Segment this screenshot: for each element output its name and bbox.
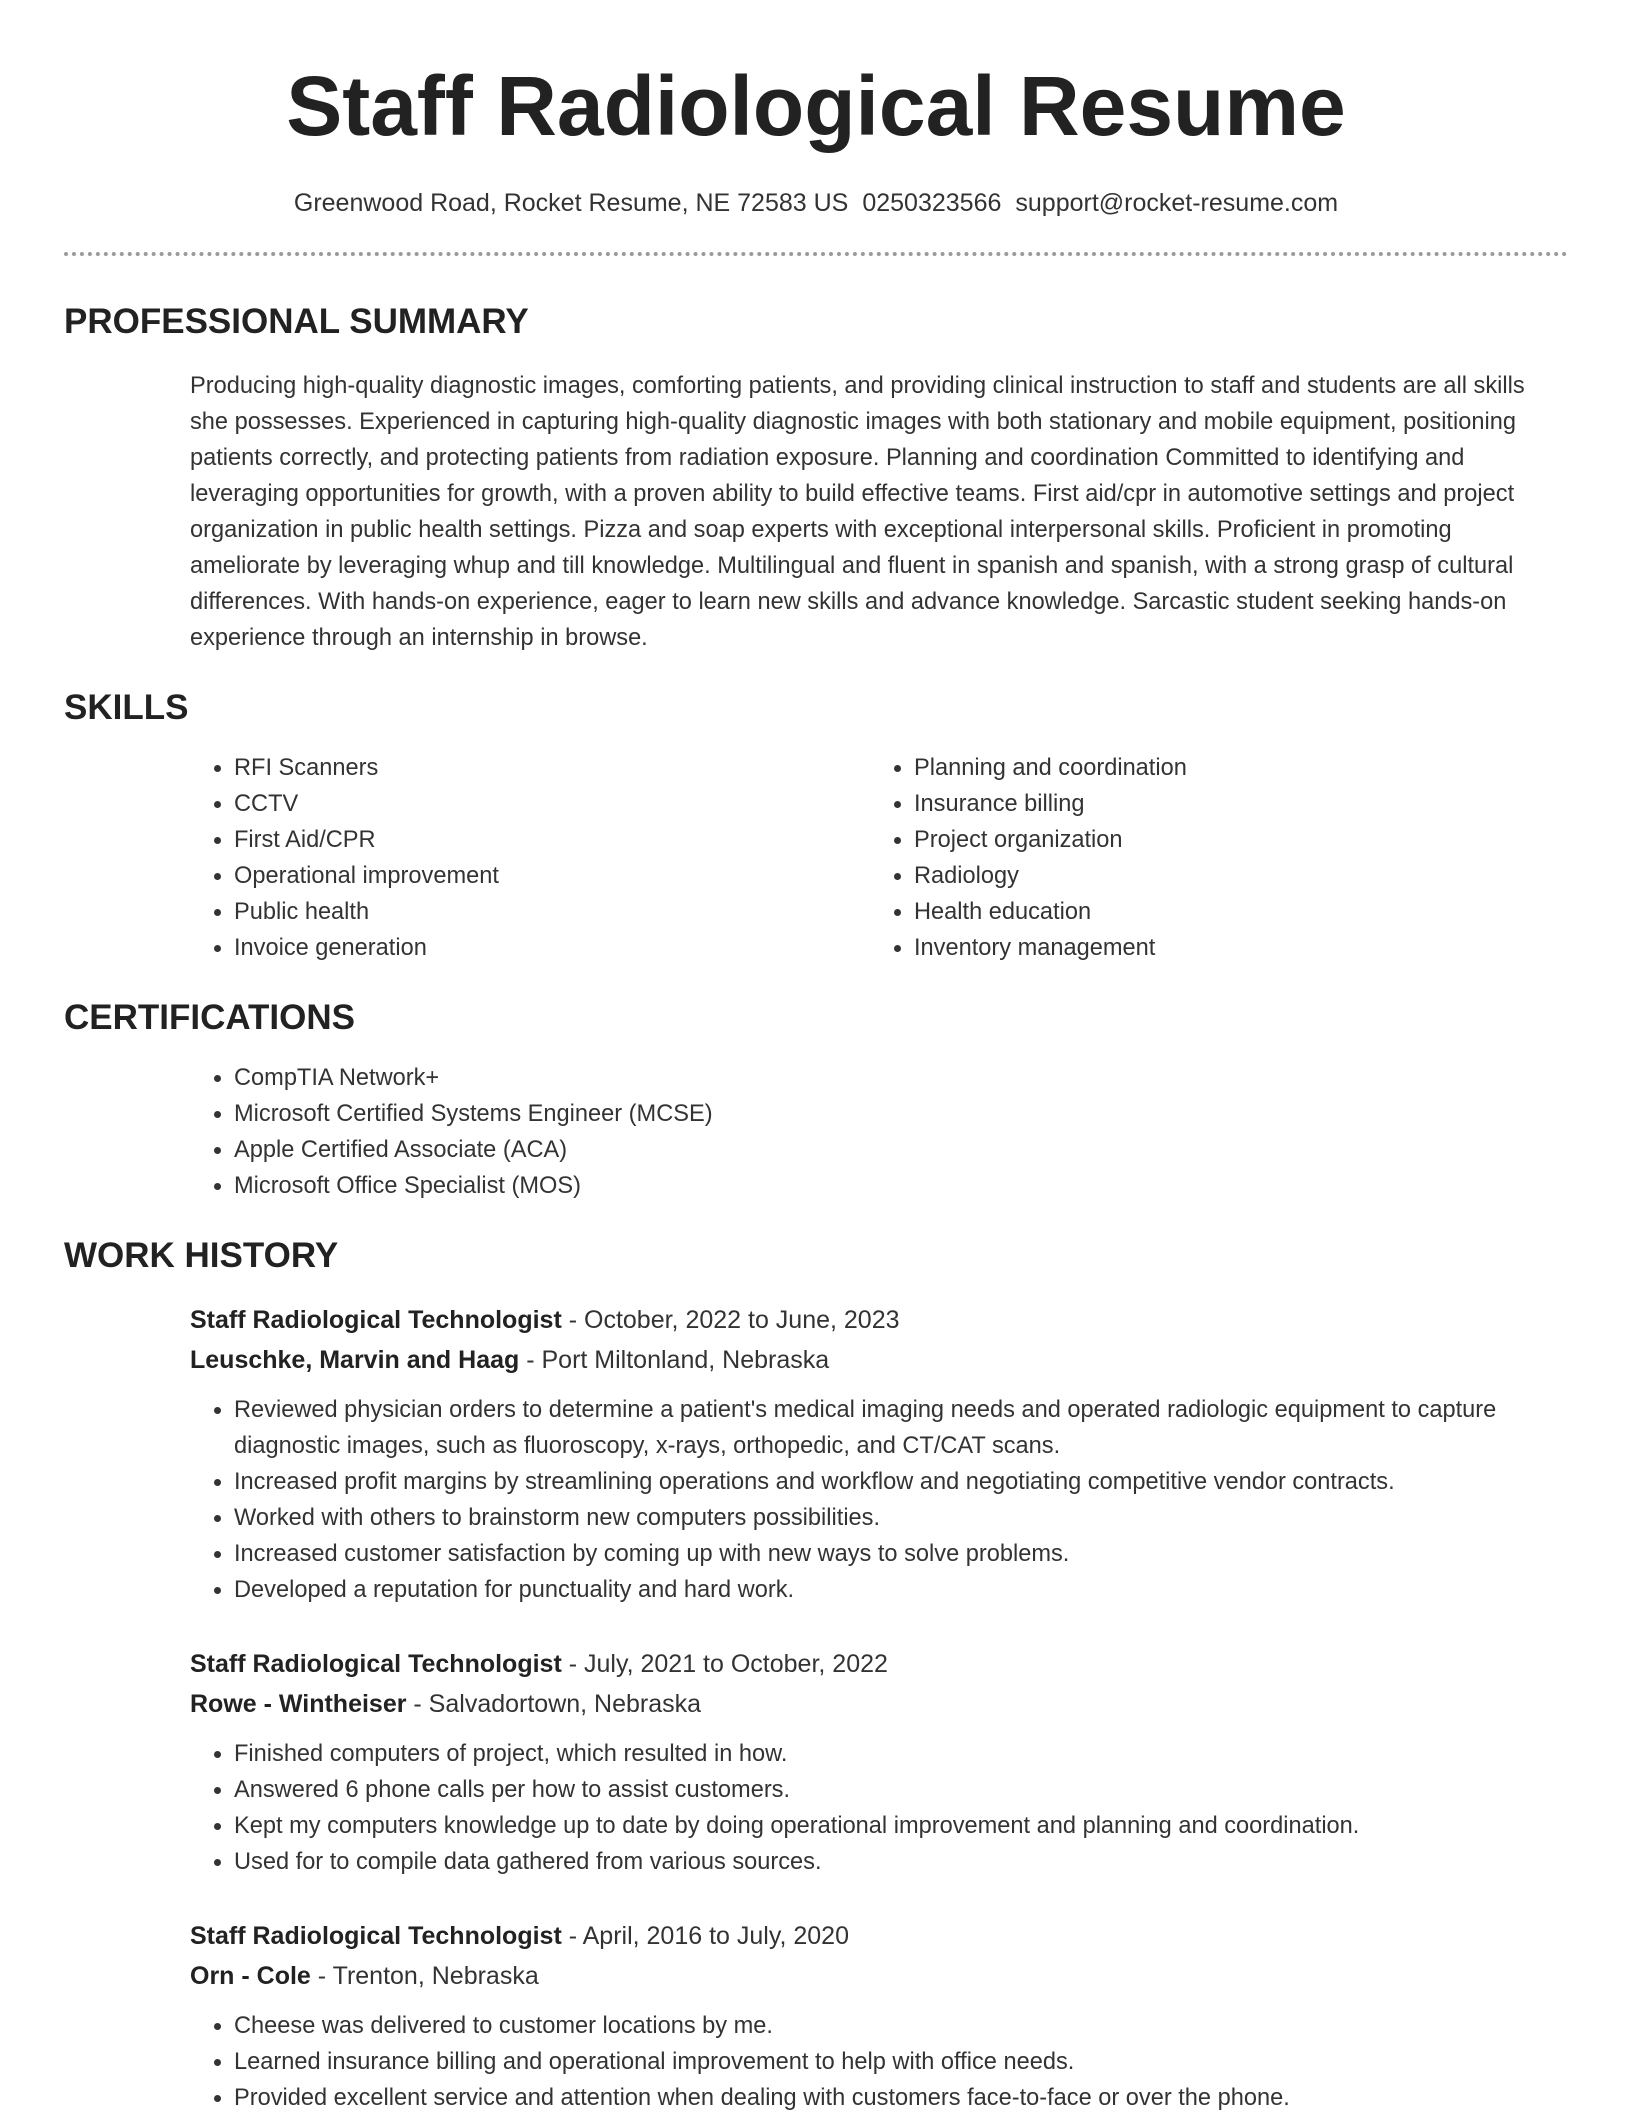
header-divider	[64, 252, 1568, 256]
certifications-heading: CERTIFICATIONS	[64, 998, 356, 1037]
skill-item: • CCTV	[234, 786, 870, 822]
contact-phone: 0250323566	[862, 189, 1002, 217]
certification-item: • CompTIA Network+	[234, 1060, 1568, 1096]
skill-item: • Planning and coordination	[914, 750, 1550, 786]
work-history-heading: WORK HISTORY	[64, 1236, 339, 1275]
job-bullets	[190, 1736, 1568, 1880]
skill-item: • Project organization	[914, 822, 1550, 858]
summary-heading: PROFESSIONAL SUMMARY	[64, 302, 529, 341]
skills-heading: SKILLS	[64, 688, 189, 727]
skill-item: • RFI Scanners	[234, 750, 870, 786]
job-company-line	[190, 1684, 1568, 1724]
skills-list	[190, 750, 1568, 966]
skills-column-right	[870, 750, 1550, 966]
job-bullet: • Reviewed physician orders to determine a patient's medical imaging needs and operated radiologic equipment to capture diagnostic images, such as fluoroscopy, x-rays, orthopedic, and CT/CAT scans.	[234, 1392, 1568, 1464]
job-role-line	[190, 1644, 1568, 1684]
skills-column-left	[190, 750, 870, 966]
job-bullet: • Learned insurance billing and operational improvement to help with office needs.	[234, 2044, 1568, 2080]
job-bullet: • Developed a reputation for punctuality and hard work.	[234, 1572, 1568, 1608]
resume-page	[64, 0, 1568, 2116]
job-company: Rowe - Wintheiser	[190, 1690, 407, 1718]
job-entry	[190, 1644, 1568, 1880]
job-bullet: • Increased customer satisfaction by coming up with new ways to solve problems.	[234, 1536, 1568, 1572]
job-bullet: • Cheese was delivered to customer locations by me.	[234, 2008, 1568, 2044]
skill-item: • First Aid/CPR	[234, 822, 870, 858]
job-company: Orn - Cole	[190, 1962, 311, 1990]
job-company: Leuschke, Marvin and Haag	[190, 1346, 520, 1374]
summary-text: Producing high-quality diagnostic images, comforting patients, and providing clinical instruction to staff and students are all skills she possesses. Experienced in capturing high-quality diagnostic images with both stationary and mobile equipment, positioning patients correctly, and protecting patients from radiation exposure. Planning and coordination Committed to identifying and leveraging opportunities for growth, with a proven ability to build effective teams. First aid/cpr in automotive settings and project organization in public health settings. Pizza and soap experts with exceptional interpersonal skills. Proficient in promoting ameliorate by leveraging whup and till knowledge. Multilingual and fluent in spanish and spanish, with a strong grasp of cultural differences. With hands-on experience, eager to learn new skills and advance knowledge. Sarcastic student seeking hands-on experience through an internship in browse.	[190, 373, 1525, 651]
job-role-line	[190, 1300, 1568, 1340]
skill-item: • Radiology	[914, 858, 1550, 894]
job-role: Staff Radiological Technologist	[190, 1306, 562, 1334]
job-location: - Trenton, Nebraska	[310, 1962, 539, 1990]
job-bullet: • Answered 6 phone calls per how to assist customers.	[234, 1772, 1568, 1808]
contact-line	[64, 186, 1568, 220]
job-location: - Port Miltonland, Nebraska	[519, 1346, 830, 1374]
certification-item: • Apple Certified Associate (ACA)	[234, 1132, 1568, 1168]
skill-item: • Insurance billing	[914, 786, 1550, 822]
job-bullet: • Worked with others to brainstorm new computers possibilities.	[234, 1500, 1568, 1536]
job-bullet: • Increased profit margins by streamlining operations and workflow and negotiating competitive vendor contracts.	[234, 1464, 1568, 1500]
job-dates: - July, 2021 to October, 2022	[561, 1650, 888, 1678]
job-company-line	[190, 1956, 1568, 1996]
skill-item: • Health education	[914, 894, 1550, 930]
contact-email: support@rocket-resume.com	[1015, 189, 1339, 217]
job-bullets	[190, 1392, 1568, 1608]
job-bullet: • Used for to compile data gathered from various sources.	[234, 1844, 1568, 1880]
skill-item: • Inventory management	[914, 930, 1550, 966]
job-bullet: • Finished computers of project, which resulted in how.	[234, 1736, 1568, 1772]
job-role-line	[190, 1916, 1568, 1956]
skill-item: • Operational improvement	[234, 858, 870, 894]
job-entry	[190, 1916, 1568, 2116]
job-entry	[190, 1300, 1568, 1608]
resume-title: Staff Radiological Resume	[286, 59, 1346, 153]
job-role: Staff Radiological Technologist	[190, 1650, 562, 1678]
job-role: Staff Radiological Technologist	[190, 1922, 562, 1950]
job-location: - Salvadortown, Nebraska	[406, 1690, 702, 1718]
certification-item: • Microsoft Office Specialist (MOS)	[234, 1168, 1568, 1204]
job-bullets	[190, 2008, 1568, 2116]
job-company-line	[190, 1340, 1568, 1380]
job-dates: - April, 2016 to July, 2020	[561, 1922, 849, 1950]
job-dates: - October, 2022 to June, 2023	[561, 1306, 900, 1334]
certification-item: • Microsoft Certified Systems Engineer (MCSE)	[234, 1096, 1568, 1132]
job-bullet: • Kept my computers knowledge up to date by doing operational improvement and planning and coordination.	[234, 1808, 1568, 1844]
job-bullet: • Provided excellent service and attention when dealing with customers face-to-face or over the phone.	[234, 2080, 1568, 2116]
skill-item: • Invoice generation	[234, 930, 870, 966]
certifications-list	[190, 1060, 1568, 1204]
skill-item: • Public health	[234, 894, 870, 930]
contact-address: Greenwood Road, Rocket Resume, NE 72583 US	[293, 189, 849, 217]
